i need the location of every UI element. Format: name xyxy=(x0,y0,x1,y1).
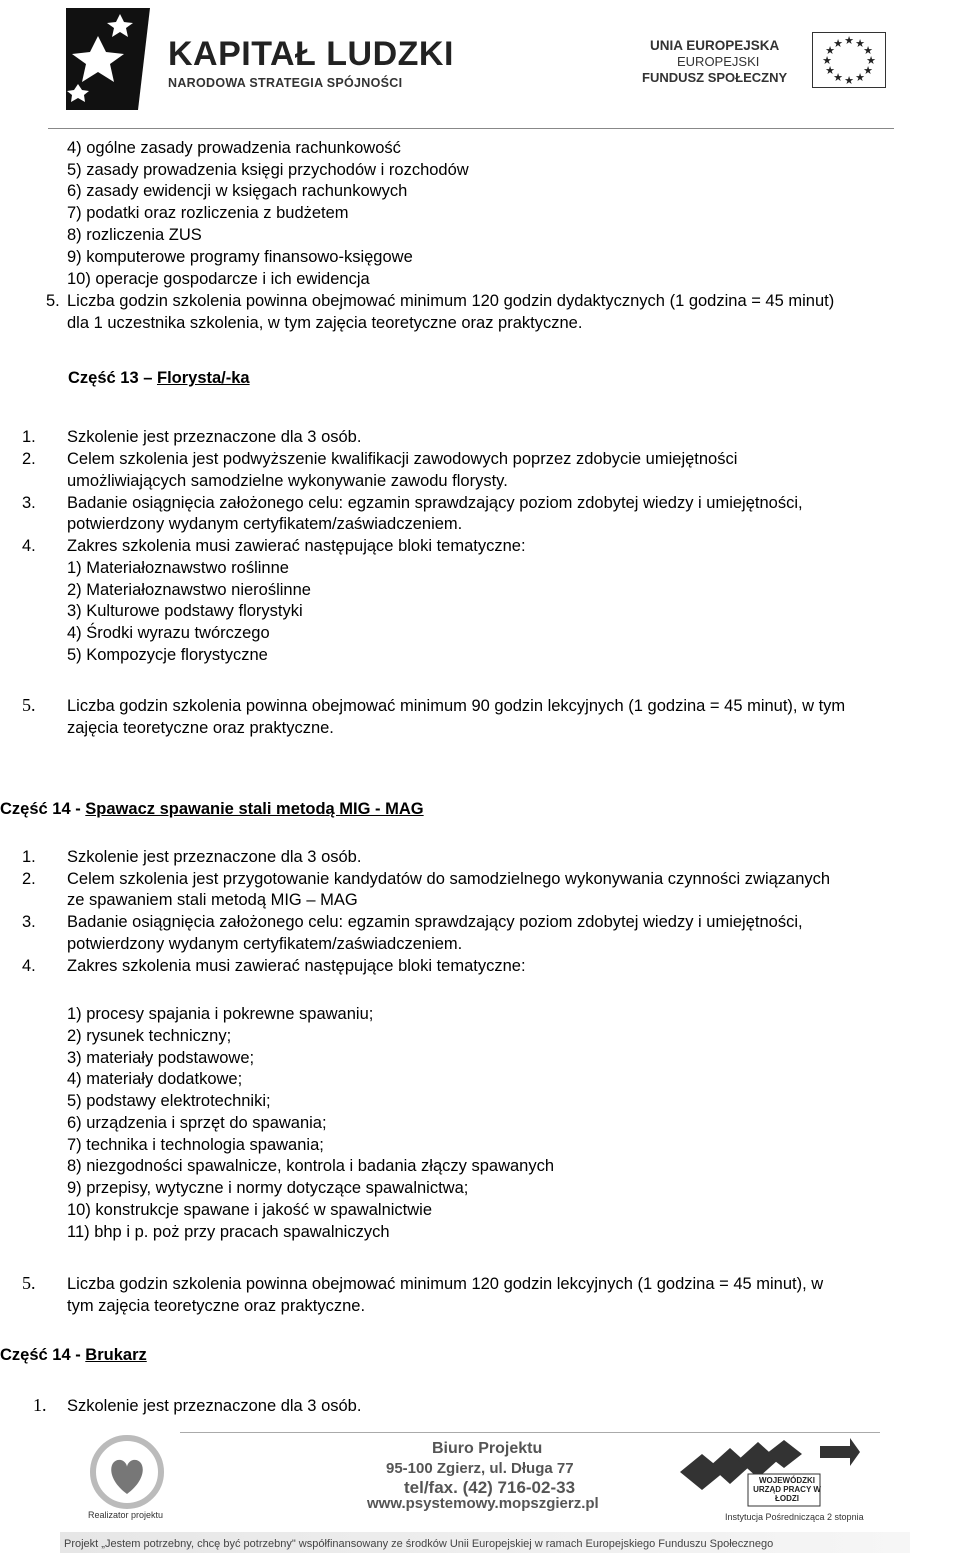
paragraph-number: 3. xyxy=(22,494,36,512)
paragraph-number: 5. xyxy=(22,695,36,715)
list-item: 8) niezgodności spawalnicze, kontrola i badania złączy spawanych xyxy=(67,1157,555,1175)
list-item: 6) urządzenia i sprzęt do spawania; xyxy=(67,1114,327,1132)
ue-label-line3: FUNDUSZ SPOŁECZNY xyxy=(642,70,788,85)
list-item: 10) operacje gospodarcze i ich ewidencja xyxy=(67,270,370,288)
kapital-ludzki-logo xyxy=(58,6,158,112)
list-item: 7) technika i technologia spawania; xyxy=(67,1136,324,1154)
list-item: 6) zasady ewidencji w księgach rachunkowych xyxy=(67,182,408,200)
project-office-title: Biuro Projektu xyxy=(432,1440,543,1457)
list-item: 3) Kulturowe podstawy florystyki xyxy=(67,602,303,620)
svg-text:★: ★ xyxy=(863,64,873,77)
svg-text:★: ★ xyxy=(825,64,835,77)
svg-text:★: ★ xyxy=(866,54,876,67)
header-divider xyxy=(48,128,894,129)
paragraph-text: dla 1 uczestnika szkolenia, w tym zajęcia teoretyczne oraz praktyczne. xyxy=(67,314,583,332)
list-item: 4) ogólne zasady prowadzenia rachunkowość xyxy=(67,139,401,157)
paragraph-text: Badanie osiągnięcia założonego celu: egzamin sprawdzający poziom zdobytej wiedzy i umiejętności, xyxy=(67,913,803,931)
ue-label-line2: EUROPEJSKI xyxy=(677,54,760,69)
list-item: 2) rysunek techniczny; xyxy=(67,1027,232,1045)
paragraph-number: 3. xyxy=(22,913,36,931)
kapital-ludzki-title: KAPITAŁ LUDZKI xyxy=(168,35,454,73)
section-heading-part14-spawacz xyxy=(0,799,424,819)
realizator-label: Realizator projektu xyxy=(88,1510,164,1520)
paragraph-number: 4. xyxy=(22,957,36,975)
paragraph-number: 2. xyxy=(22,870,36,888)
svg-text:★: ★ xyxy=(833,71,843,84)
paragraph-number: 1. xyxy=(22,848,36,866)
intermediate-institution-label: Instytucja Pośrednicząca 2 stopnia xyxy=(725,1512,864,1522)
paragraph-text: tym zajęcia teoretyczne oraz praktyczne. xyxy=(67,1297,366,1315)
kapital-ludzki-subtitle: NARODOWA STRATEGIA SPÓJNOŚCI xyxy=(168,76,403,90)
list-item: 4) Środki wyrazu twórczego xyxy=(67,624,270,642)
list-item: 5) podstawy elektrotechniki; xyxy=(67,1092,271,1110)
list-item: 8) rozliczenia ZUS xyxy=(67,226,202,244)
paragraph-text: zajęcia teoretyczne oraz praktyczne. xyxy=(67,719,334,737)
list-item: 10) konstrukcje spawane i jakość w spawalnictwie xyxy=(67,1201,432,1219)
section-heading-name: Florysta/-ka xyxy=(156,369,250,387)
paragraph-text: Celem szkolenia jest przygotowanie kandydatów do samodzielnego wykonywania czynności związanych xyxy=(67,870,831,888)
svg-text:★: ★ xyxy=(863,44,873,57)
section-heading-part13 xyxy=(68,368,250,388)
paragraph-text: Liczba godzin szkolenia powinna obejmować minimum 120 godzin dydaktycznych (1 godzina = 45 minut) xyxy=(67,292,835,310)
paragraph-text: Celem szkolenia jest podwyższenie kwalifikacji zawodowych poprzez zdobycie umiejętności xyxy=(67,450,738,468)
paragraph-text: Szkolenie jest przeznaczone dla 3 osób. xyxy=(67,428,362,446)
list-item: 5) Kompozycje florystyczne xyxy=(67,646,268,664)
svg-text:★: ★ xyxy=(833,37,843,50)
section-heading-name: Brukarz xyxy=(85,1346,147,1364)
paragraph-number: 1. xyxy=(22,428,36,446)
list-item: 1) Materiałoznawstwo roślinne xyxy=(67,559,289,577)
section-heading-prefix: Część 14 - xyxy=(0,800,86,818)
paragraph-text: Zakres szkolenia musi zawierać następujące bloki tematyczne: xyxy=(67,537,526,555)
section-heading-part14-brukarz xyxy=(0,1345,147,1365)
footer-divider xyxy=(180,1432,880,1433)
eu-flag-icon xyxy=(812,32,886,88)
paragraph-number: 2. xyxy=(22,450,36,468)
list-item: 2) Materiałoznawstwo nieroślinne xyxy=(67,581,311,599)
list-item: 11) bhp i p. poż przy pracach spawalniczych xyxy=(67,1223,390,1241)
list-item: 7) podatki oraz rozliczenia z budżetem xyxy=(67,204,349,222)
project-office-phone: tel/fax. (42) 716-02-33 xyxy=(404,1478,576,1497)
list-item: 4) materiały dodatkowe; xyxy=(67,1070,243,1088)
paragraph-number: 1. xyxy=(33,1395,47,1415)
svg-text:★: ★ xyxy=(855,71,865,84)
list-item: 9) przepisy, wytyczne i normy dotyczące spawalnictwa; xyxy=(67,1179,469,1197)
list-item: 1) procesy spajania i pokrewne spawaniu; xyxy=(67,1005,374,1023)
paragraph-text: Liczba godzin szkolenia powinna obejmować minimum 120 godzin lekcyjnych (1 godzina = 45 minut), w xyxy=(67,1275,824,1293)
section-heading-prefix: Część 13 – xyxy=(68,369,157,387)
paragraph-text: umożliwiających samodzielne wykonywanie zawodu florysty. xyxy=(67,472,508,490)
paragraph-text: Badanie osiągnięcia założonego celu: egzamin sprawdzający poziom zdobytej wiedzy i umiejętności, xyxy=(67,494,803,512)
section-heading-prefix: Część 14 - xyxy=(0,1346,86,1364)
project-office-website: www.psystemowy.mopszgierz.pl xyxy=(367,1495,599,1512)
project-office-address: 95-100 Zgierz, ul. Długa 77 xyxy=(386,1460,574,1477)
paragraph-text: Szkolenie jest przeznaczone dla 3 osób. xyxy=(67,848,362,866)
svg-text:★: ★ xyxy=(844,74,854,87)
paragraph-number: 5. xyxy=(22,1273,36,1293)
paragraph-text: potwierdzony wydanym certyfikatem/zaświadczeniem. xyxy=(67,515,463,533)
svg-text:★: ★ xyxy=(822,54,832,67)
svg-text:★: ★ xyxy=(825,44,835,57)
ue-label-line1: UNIA EUROPEJSKA xyxy=(650,38,780,53)
list-item: 3) materiały podstawowe; xyxy=(67,1049,255,1067)
project-cofinancing-note: Projekt „Jestem potrzebny, chcę być potrzebny" współfinansowany ze środków Unii Europejskiej w ramach Europejskiego Funduszu Społecznego xyxy=(64,1538,774,1550)
wup-label: WOJEWÓDZKI URZĄD PRACY W ŁODZI xyxy=(753,1476,821,1503)
list-item: 5) zasady prowadzenia księgi przychodów i rozchodów xyxy=(67,161,469,179)
svg-text:★: ★ xyxy=(844,34,854,47)
paragraph-text: potwierdzony wydanym certyfikatem/zaświadczeniem. xyxy=(67,935,463,953)
section-heading-name: Spawacz spawanie stali metodą MIG - MAG xyxy=(85,800,424,818)
paragraph-text: Zakres szkolenia musi zawierać następujące bloki tematyczne: xyxy=(67,957,526,975)
svg-text:★: ★ xyxy=(855,37,865,50)
paragraph-number: 5. xyxy=(46,292,60,310)
paragraph-text: Liczba godzin szkolenia powinna obejmować minimum 90 godzin lekcyjnych (1 godzina = 45 minut), w tym xyxy=(67,697,846,715)
paragraph-number: 4. xyxy=(22,537,36,555)
list-item: 9) komputerowe programy finansowo-księgowe xyxy=(67,248,413,266)
paragraph-text: ze spawaniem stali metodą MIG – MAG xyxy=(67,891,358,909)
paragraph-text: Szkolenie jest przeznaczone dla 3 osób. xyxy=(67,1397,362,1415)
